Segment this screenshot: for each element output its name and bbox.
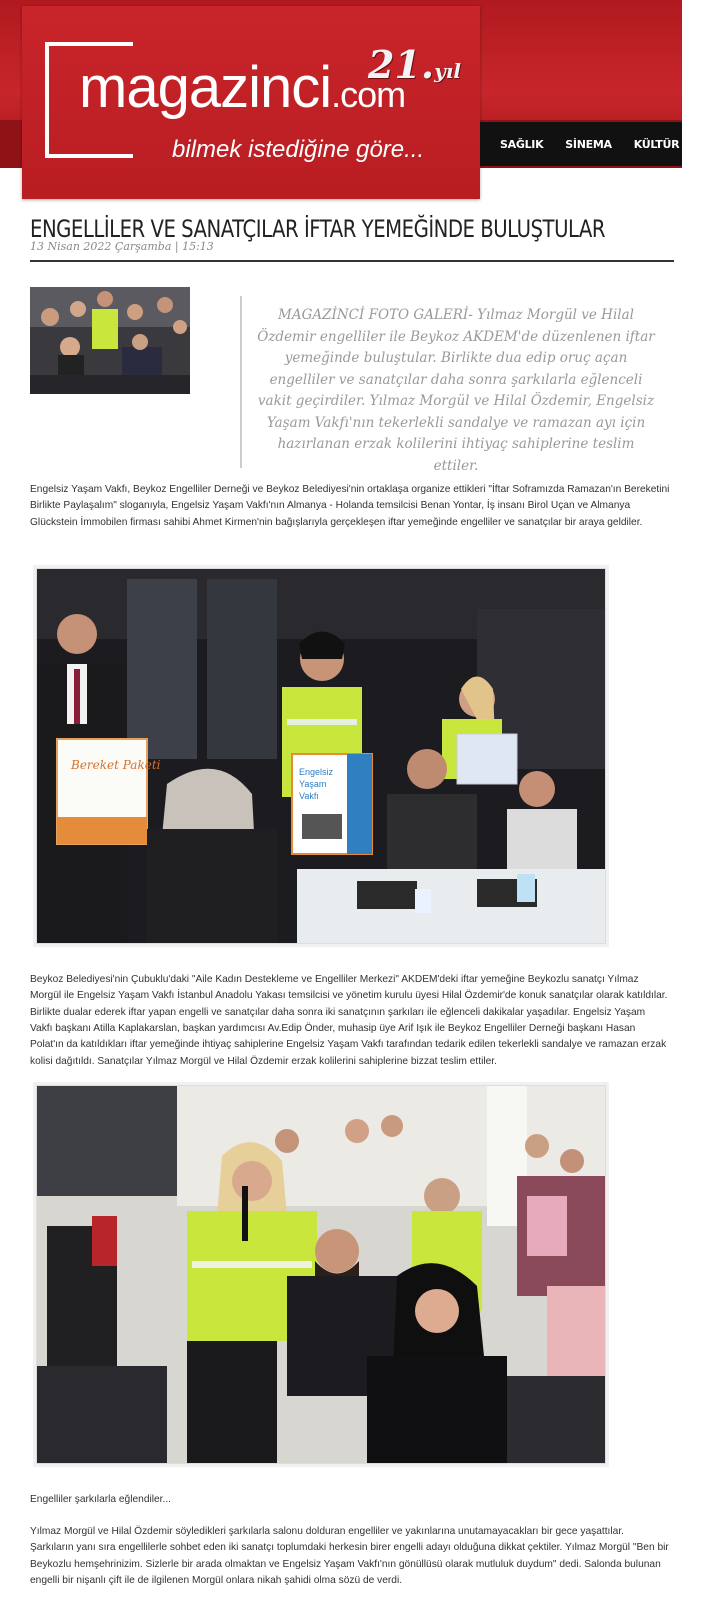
article-paragraph: Engelsiz Yaşam Vakfı, Beykoz Engelliler Derneği ve Beykoz Belediyesi'nin ortaklaşa organize ettikleri "İftar Soframızda Ramazan'ın Bereketini Birlikte Paylaşalım" sloganıyla, Engelsiz Yaşam Vakfı'nın Almanya - Holanda temsilcisi Benan Yontar, İş insanı Birol Uçan ve Almanya Glückstein İmmobilen firması sahibi Ahmet Kirmen'nin bağışlarıyla gerçekleşen iftar yemeğinde engelliler ve sanatçılar bir araya geldiler. bbox=[30, 484, 670, 528]
summary-quote-bar bbox=[240, 296, 242, 468]
box-label-line1: Engelsiz bbox=[299, 767, 334, 777]
article-photo-1[interactable] bbox=[36, 568, 606, 944]
anniversary-badge: 21.yıl bbox=[368, 42, 461, 87]
box-label-bereket: Bereket Paketi bbox=[71, 758, 161, 772]
nav-item-saglik[interactable]: SAĞLIK bbox=[500, 137, 544, 151]
article-paragraph: Yılmaz Morgül ve Hilal Özdemir söyledikleri şarkılarla salonu dolduran engelliler ve yakınlarına unutamayacakları bir gece yaşattılar. Şarkıların yanı sıra engellilerle sohbet eden iki sanatçı toplumdaki herkesin birer engelli adayı olduğuna dikkat çektiler. Yılmaz Morgül "Ben bir Beykozlu hemşehrinizim. Sizlerle bir arada olmaktan ve Engelsiz Yaşam Vakfı'nın gönüllüsü olarak mutluluk duydum" dedi. Salonda bulunan engelli bir nişanlı çift ile de ilgilenen Morgül onlara nikah şahidi olma sözü de verdi. bbox=[30, 1526, 669, 1587]
article-title: ENGELLİLER VE SANATÇILAR İFTAR YEMEĞİNDE BULUŞTULAR bbox=[30, 215, 606, 244]
logo-slogan: bilmek istediğine göre... bbox=[172, 136, 425, 163]
nav-item-sinema[interactable]: SİNEMA bbox=[565, 137, 612, 151]
article-photo-2[interactable] bbox=[36, 1085, 606, 1464]
gallery-thumbnail[interactable] bbox=[30, 287, 190, 394]
main-nav bbox=[480, 122, 722, 166]
engelsiz-yasam-box bbox=[292, 754, 372, 854]
site-logo[interactable] bbox=[22, 6, 480, 199]
title-divider bbox=[30, 260, 674, 262]
article-subheading: Engelliler şarkılarla eğlendiler... bbox=[30, 1494, 171, 1506]
nav-item-kultur-sanat[interactable]: KÜLTÜR SANAT bbox=[633, 137, 722, 151]
article-paragraph: Beykoz Belediyesi'nin Çubuklu'daki "Aile Kadın Destekleme ve Engelliler Merkezi" AKDEM'deki iftar yemeğine Beykozlu sanatçı Yılmaz Morgül ile Engelsiz Yaşam Vakfı İstanbul Anadolu Yakası temsilcisi ve yönetim kurulu üyesi Hilal Özdemir'de konuk sanatçılar olarak katıldılar. Birlikte dualar ederek iftar yapan engelli ve sanatçılar daha sonra iki sanatçının şarkıları ile eğlenceli dakikalar yaşadılar. Engelsiz Yaşam Vakfı başkanı Atilla Kaplakarslan, başkan yardımcısı Av.Edip Önder, muhasip üye Arif Işık ile Beykoz Engelliler Derneği başkanı Hasan Polat'ın da katıldıkları iftar yemeğinde ihtiyaç sahiplerine Engelsiz Yaşam Vakfı tarafından tedarik edilen tekerlekli sandalye ve ramazan erzak kolisi dağıtıldı. Sanatçılar Yılmaz Morgül ve Hilal Özdemir erzak kolilerini sahiplerine bizzat teslim ettiler. bbox=[30, 974, 668, 1067]
article-summary: MAGAZİNCİ FOTO GALERİ- Yılmaz Morgül ve Hilal Özdemir engelliler ile Beykoz AKDEM'de düzenlenen iftar yemeğinde buluştular. Birlikte dua edip oruç açan engelliler ve sanatçılar daha sonra şarkılarla eğlenceli vakit geçirdiler. Yılmaz Morgül ve Hilal Özdemir, Engelsiz Yaşam Vakfı'nın tekerlekli sandalye ve ramazan ayı için hazırlanan erzak kolilerini ihtiyaç sahiplerine teslim ettiler. bbox=[257, 307, 655, 474]
box-label-line2: Yaşam bbox=[299, 779, 327, 789]
article-date: 13 Nisan 2022 Çarşamba | 15:13 bbox=[30, 240, 214, 253]
logo-wordmark: magazinci.com bbox=[79, 55, 406, 120]
box-label-line3: Vakfı bbox=[299, 791, 319, 801]
bereket-box bbox=[57, 739, 161, 844]
